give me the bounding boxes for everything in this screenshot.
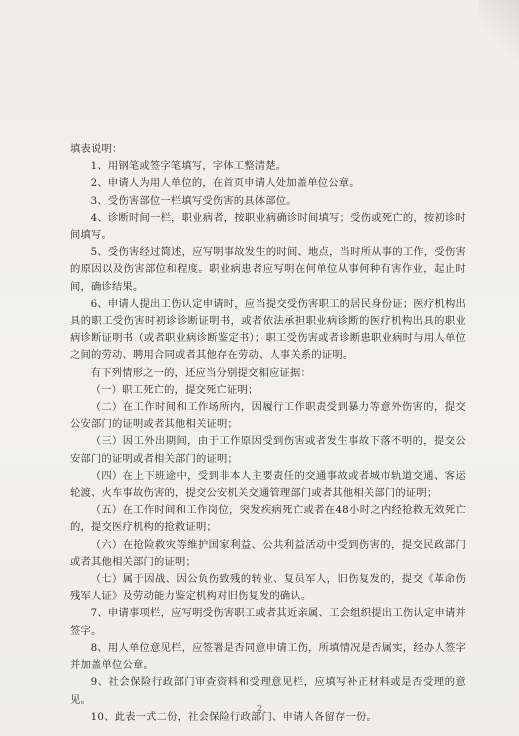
evidence-item-7: （七）属于因战、因公负伤致残的转业、复员军人，旧伤复发的，提交《革命伤残军人证》及劳动能力鉴定机构对旧伤复发的确认。 [70,573,466,603]
instruction-item-7: 7、申请事项栏，应写明受伤害职工或者其近亲属、工会组织提出工伤认定申请并签字。 [70,607,466,637]
evidence-item-3: （三）因工外出期间，由于工作原因受到伤害或者发生事故下落不明的，提交公安部门的证明或者相关部门的证明； [70,435,466,465]
evidence-item-5: （五）在工作时间和工作岗位，突发疾病死亡或者在48小时之内经抢救无效死亡的，提交医疗机构的抢救证明； [70,504,466,534]
instructions-body [70,141,466,726]
instruction-item-2: 2、申请人为用人单位的，在首页申请人处加盖单位公章。 [90,177,360,190]
evidence-item-2: （二）在工作时间和工作场所内，因履行工作职责受到暴力等意外伤害的，提交公安部门的证明或者其他相关证明； [70,401,466,431]
evidence-item-1: （一）职工死亡的，提交死亡证明； [90,383,259,396]
instruction-item-4: 4、诊断时间一栏，职业病者，按职业病确诊时间填写；受伤或死亡的，按初诊时间填写。 [70,211,466,242]
instructions-heading: 填表说明： [70,143,123,155]
evidence-item-4: （四）在上下班途中，受到非本人主要责任的交通事故或者城市轨道交通、客运轮渡、火车事故伤害的，提交公安机关交通管理部门或者其他相关部门的证明； [70,469,466,500]
instruction-item-1: 1、用钢笔或签字笔填写，字体工整清楚。 [90,160,287,173]
instruction-item-3: 3、受伤害部位一栏填写受伤害的具体部位。 [90,194,297,207]
instruction-item-5: 5、受伤害经过简述，应写明事故发生的时间、地点，当时所从事的工作，受伤害的原因以及伤害部位和程度。职业病患者应写明在何单位从事何种有害作业，起止时间，确诊结果。 [70,246,466,293]
scan-shadow [479,0,519,60]
instruction-item-8: 8、用人单位意见栏，应签署是否同意申请工伤，所填情况是否属实，经办人签字并加盖单位公章。 [70,641,466,672]
evidence-intro: 有下列情形之一的，还应当分别提交相应证据： [90,366,312,379]
evidence-item-6: （六）在抢险救灾等维护国家利益、公共利益活动中受到伤害的，提交民政部门或者其他相关部门的证明； [70,538,466,568]
instruction-item-10: 10、此表一式二份，社会保险行政部门、申请人各留存一份。 [90,710,378,723]
instruction-item-9: 9、社会保险行政部门审查资料和受理意见栏，应填写补正材料或是否受理的意见。 [70,676,466,706]
instruction-item-6: 6、申请人提出工伤认定申请时，应当提交受伤害职工的居民身份证；医疗机构出具的职工受伤害时初诊诊断证明书，或者依法承担职业病诊断的医疗机构出具的职业病诊断证明书（或者职业病诊断鉴定书）；职工受伤害或者诊断患职业病时与用人单位之间的劳动、聘用合同或者其他存在劳动、人事关系的证明。 [70,297,466,362]
page-number: 2 [256,704,263,713]
